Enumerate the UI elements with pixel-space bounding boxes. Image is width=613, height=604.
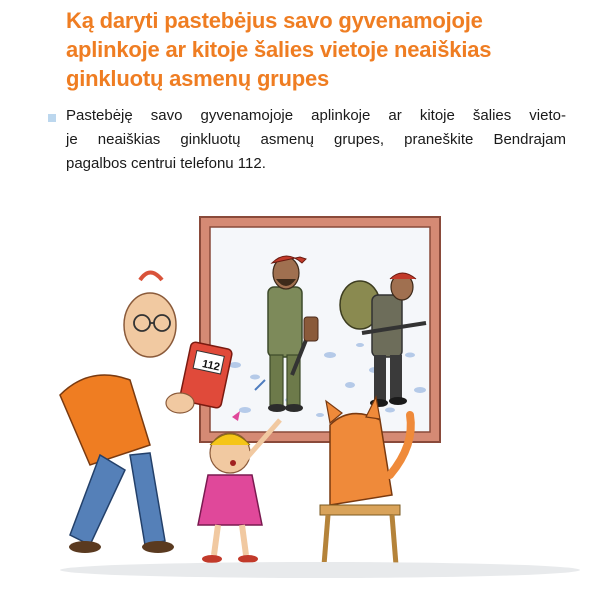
illustration xyxy=(30,205,600,585)
picture-frame xyxy=(200,217,440,442)
page-title xyxy=(66,6,586,93)
paragraph-line: Pastebėję savo gyvenamojoje aplinkoje ar kitoje šalies vieto- xyxy=(66,107,566,124)
instruction-paragraph xyxy=(66,104,566,176)
title-line: Ką daryti pastebėjus savo gyvenamojoje xyxy=(66,8,483,33)
paragraph-line: pagalbos centrui telefonu 112. xyxy=(66,155,266,172)
phone-number-display: 112 xyxy=(200,358,221,374)
bullet-marker xyxy=(48,114,56,122)
title-line: aplinkoje ar kitoje šalies vietoje neaiškias xyxy=(66,37,492,62)
title-line: ginkluotų asmenų grupes xyxy=(66,66,330,91)
paragraph-line: je neaiškias ginkluotų asmenų grupes, praneškite Bendrajam xyxy=(66,131,566,148)
floor-shadow xyxy=(60,562,580,578)
